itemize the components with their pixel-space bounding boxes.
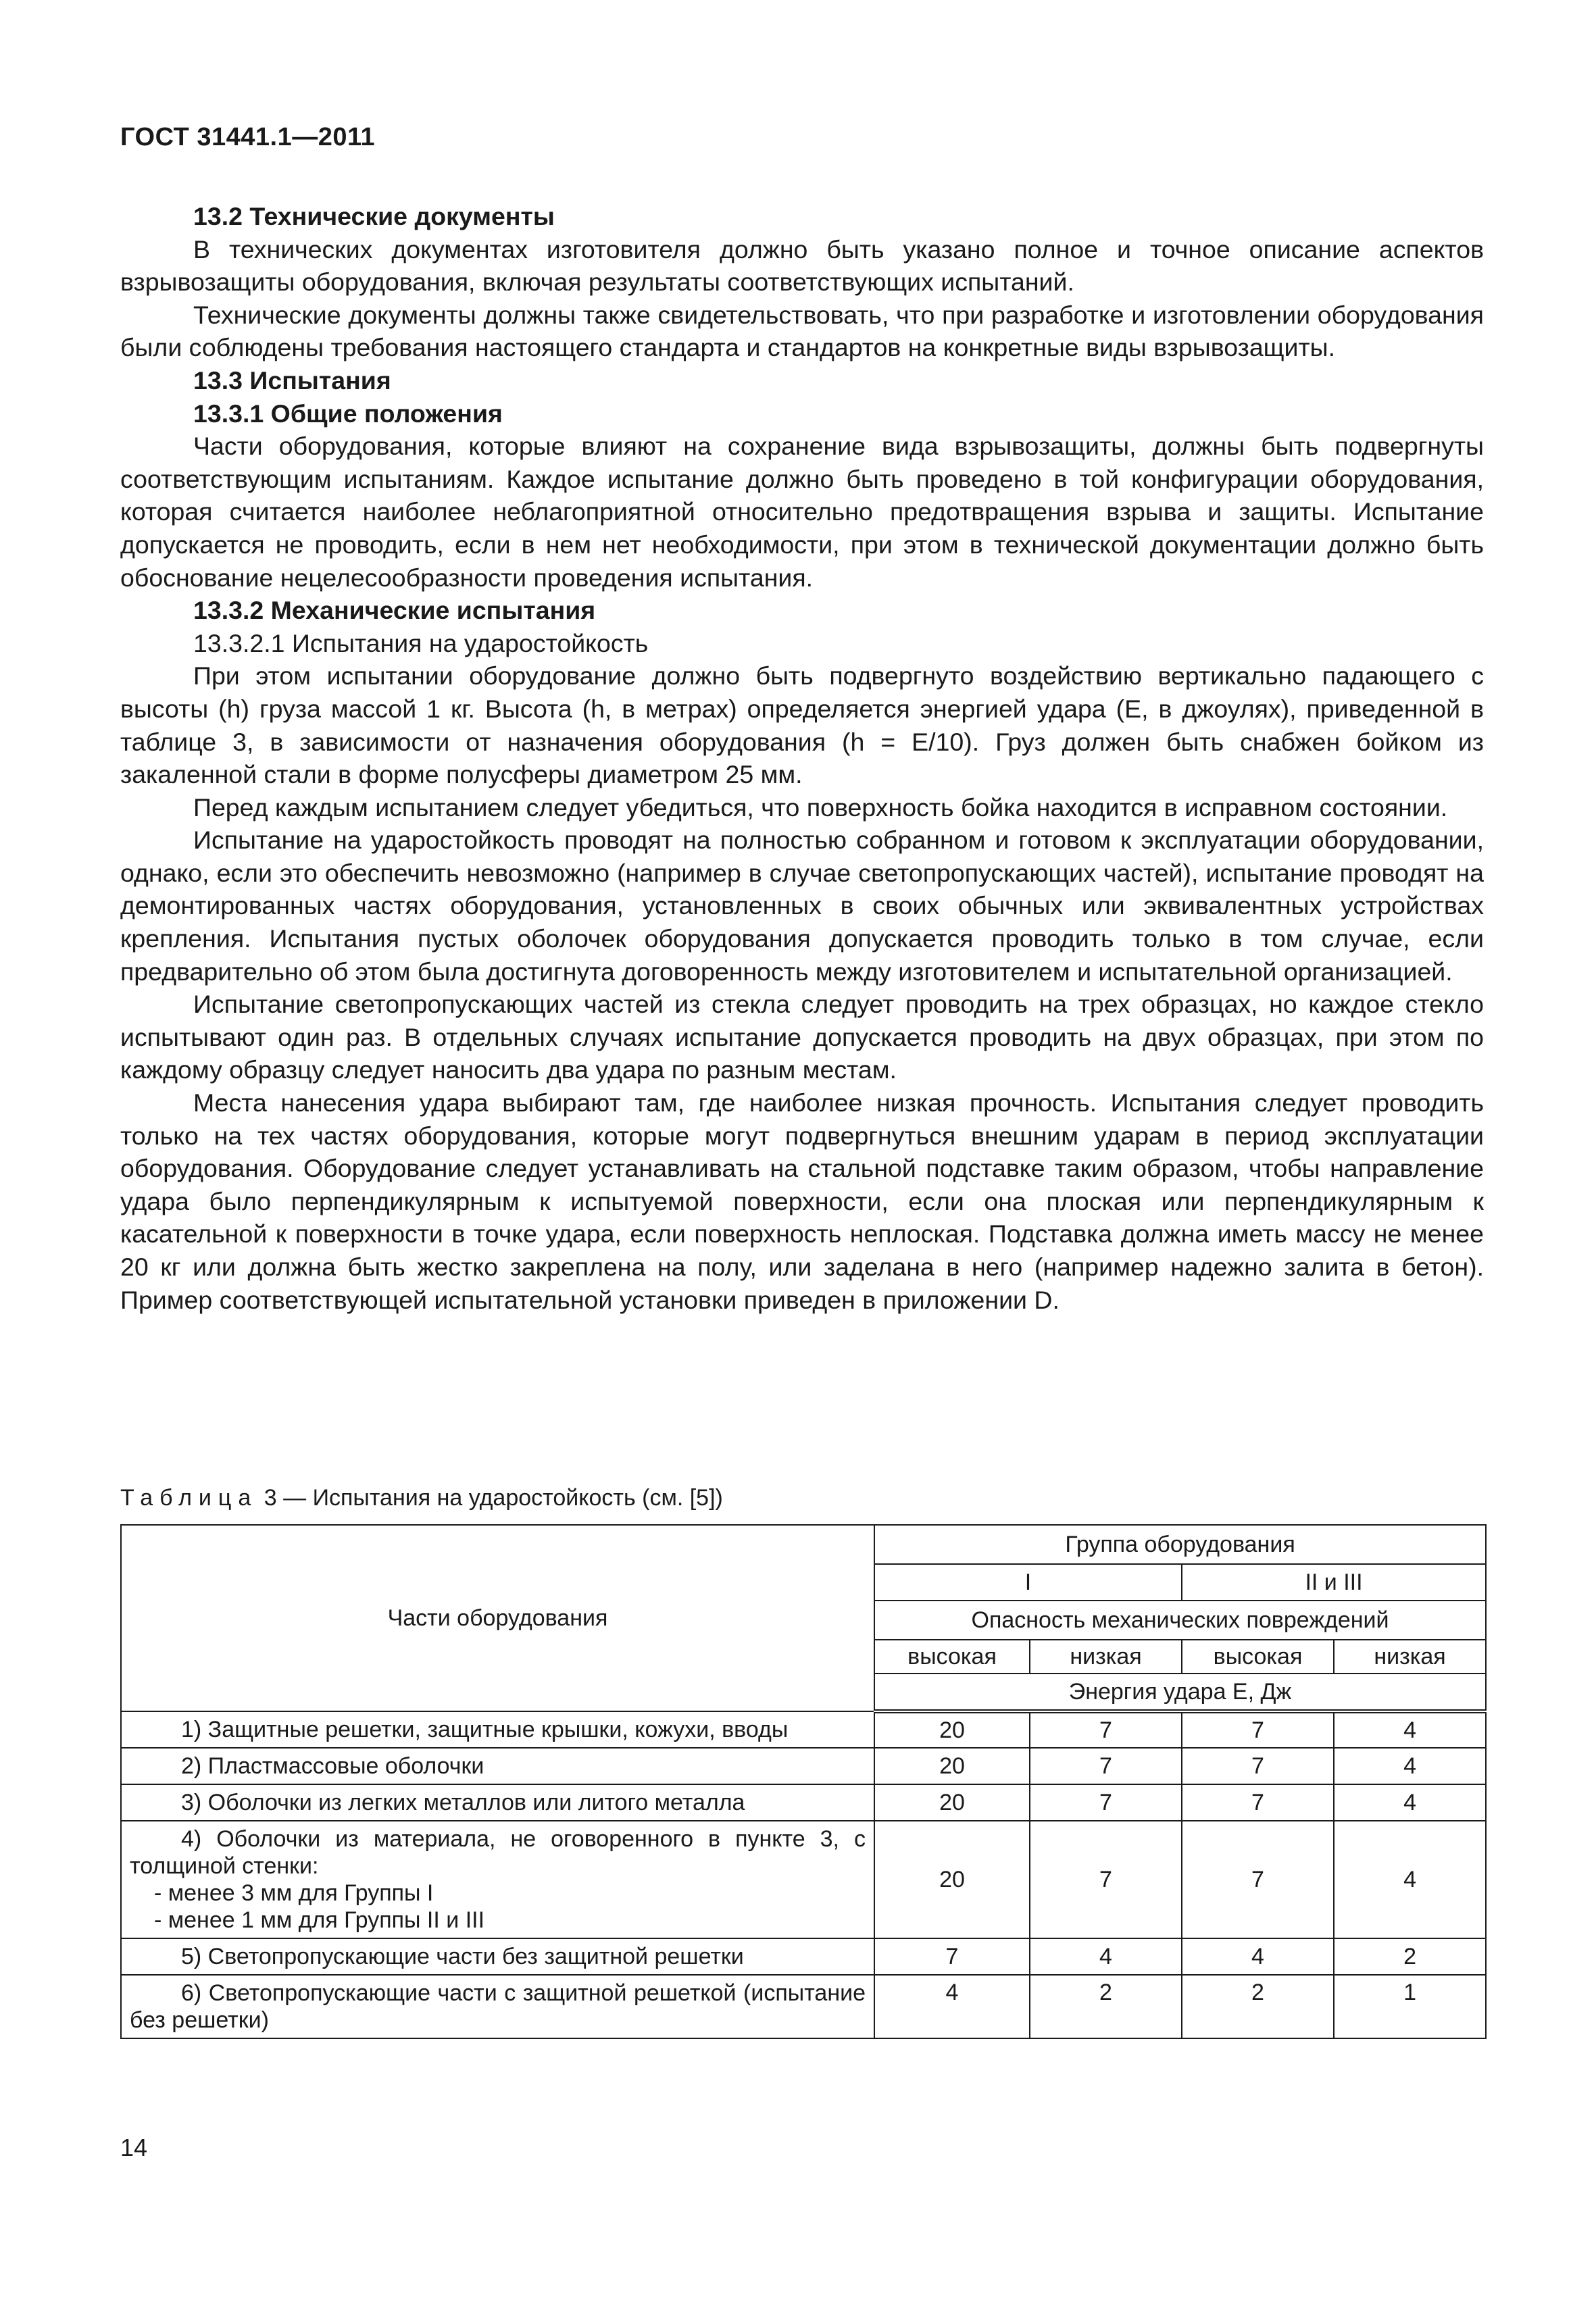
paragraph: Технические документы должны также свидетельствовать, что при разработке и изготовлении оборудования были соблюдены требования настоящего стандарта и стандартов на конкретные виды взрывозащиты.: [120, 300, 1484, 362]
header-high-2: высокая: [1182, 1640, 1334, 1674]
paragraph: Части оборудования, которые влияют на сохранение вида взрывозащиты, должны быть подвергнуты соответствующим испытаниям. Каждое испытание должно быть проведено в той конфигурации оборудования, которая считается наиболее неблагоприятной относительно предотвращения взрыва и защиты. Испытание допускается не проводить, если в нем нет необходимости, при этом в технической документации должно быть обоснование нецелесообразности проведения испытания.: [120, 432, 1484, 592]
table-caption-text: 3 — Испытания на ударостойкость (см. [5]): [264, 1485, 723, 1511]
paragraph: Перед каждым испытанием следует убедиться, что поверхность бойка находится в исправном состоянии.: [193, 793, 1448, 822]
row-value: 4: [1334, 1748, 1486, 1784]
header-high-1: высокая: [874, 1640, 1030, 1674]
document-header: ГОСТ 31441.1—2011: [120, 123, 376, 151]
header-danger: Опасность механических повреждений: [874, 1601, 1486, 1640]
header-group-1: I: [874, 1564, 1182, 1601]
document-body: [120, 200, 1484, 1316]
table-caption: [120, 1485, 723, 1511]
table-row: [121, 1748, 1486, 1784]
row-value: 4: [1030, 1938, 1182, 1975]
section-13-3-title: 13.3 Испытания: [193, 366, 391, 395]
row-name: 1) Защитные решетки, защитные крышки, кожухи, вводы: [121, 1711, 874, 1748]
paragraph: При этом испытании оборудование должно быть подвергнуто воздействию вертикально падающего с высоты (h) груза массой 1 кг. Высота (h, в метрах) определяется энергией удара (E, в джоулях), приведенной в таблице 3, в зависимости от назначения оборудования (h = E/10). Груз должен быть снабжен бойком из закаленной стали в форме полусферы диаметром 25 мм.: [120, 661, 1484, 789]
row-value: 2: [1334, 1938, 1486, 1975]
row-value: 20: [874, 1821, 1030, 1938]
page-number: 14: [120, 2134, 148, 2161]
row-value: 4: [1334, 1711, 1486, 1748]
header-group: Группа оборудования: [874, 1525, 1486, 1564]
row-value: 4: [1334, 1784, 1486, 1821]
row-value: 7: [1182, 1711, 1334, 1748]
row-value: 20: [874, 1784, 1030, 1821]
table-row: [121, 1975, 1486, 2038]
section-13-2-title: 13.2 Технические документы: [193, 202, 555, 230]
section-13-3-2-title: 13.3.2 Механические испытания: [193, 596, 596, 625]
row-value: 7: [1182, 1821, 1334, 1938]
row-value: 7: [1182, 1748, 1334, 1784]
row-name: 6) Светопропускающие части с защитной решеткой (испытание без решетки): [121, 1975, 874, 2038]
row-value: 2: [1182, 1975, 1334, 2038]
row-name: 3) Оболочки из легких металлов или литого металла: [121, 1784, 874, 1821]
header-group-2-3: II и III: [1182, 1564, 1486, 1601]
row-value: 20: [874, 1748, 1030, 1784]
header-parts: Части оборудования: [121, 1525, 874, 1711]
table-row: [121, 1784, 1486, 1821]
row-value: 7: [874, 1938, 1030, 1975]
row-value: 4: [1182, 1938, 1334, 1975]
row-name: 5) Светопропускающие части без защитной решетки: [121, 1938, 874, 1975]
row-name: 2) Пластмассовые оболочки: [121, 1748, 874, 1784]
row-value: 7: [1030, 1711, 1182, 1748]
row-value: 4: [874, 1975, 1030, 2038]
row-name: 4) Оболочки из материала, не оговоренного в пункте 3, с толщиной стенки: - менее 3 мм для Группы I - менее 1 мм для Группы II и III: [121, 1821, 874, 1938]
row-value: 7: [1182, 1784, 1334, 1821]
paragraph: Испытание на ударостойкость проводят на полностью собранном и готовом к эксплуатации оборудовании, однако, если это обеспечить невозможно (например в случае светопропускающих частей), испытание проводят на демонтированных частях оборудования, установленных в своих обычных или эквивалентных устройствах крепления. Испытания пустых оболочек оборудования допускается проводить только в том случае, если предварительно об этом была достигнута договоренность между изготовителем и испытательной организацией.: [120, 826, 1484, 986]
row-value: 4: [1334, 1821, 1486, 1938]
row-value: 7: [1030, 1821, 1182, 1938]
header-low-1: низкая: [1030, 1640, 1182, 1674]
row-value: 20: [874, 1711, 1030, 1748]
header-low-2: низкая: [1334, 1640, 1486, 1674]
header-energy: Энергия удара E, Дж: [874, 1674, 1486, 1711]
table-row: [121, 1821, 1486, 1938]
row-value: 7: [1030, 1748, 1182, 1784]
row-value: 2: [1030, 1975, 1182, 2038]
paragraph: Испытание светопропускающих частей из стекла следует проводить на трех образцах, но каждое стекло испытывают один раз. В отдельных случаях испытание допускается проводить на двух образцах, при этом по каждому образцу следует наносить два удара по разным местам.: [120, 990, 1484, 1084]
section-13-3-1-title: 13.3.1 Общие положения: [193, 399, 503, 428]
paragraph: В технических документах изготовителя должно быть указано полное и точное описание аспектов взрывозащиты оборудования, включая результаты соответствующих испытаний.: [120, 234, 1484, 297]
table-caption-word: Таблица: [120, 1485, 258, 1511]
table-row: [121, 1938, 1486, 1975]
row-value: 1: [1334, 1975, 1486, 2038]
row-value: 7: [1030, 1784, 1182, 1821]
impact-test-table: [120, 1524, 1487, 2039]
section-13-3-2-1-title: 13.3.2.1 Испытания на ударостойкость: [193, 628, 649, 657]
table-row: [121, 1711, 1486, 1748]
paragraph: Места нанесения удара выбирают там, где наиболее низкая прочность. Испытания следует проводить только на тех частях оборудования, которые могут подвергнуться внешним ударам в период эксплуатации оборудования. Оборудование следует устанавливать на стальной подставке таким образом, чтобы направление удара было перпендикулярным к испытуемой поверхности, если она плоская или перпендикулярным к касательной к поверхности в точке удара, если поверхность неплоская. Подставка должна иметь массу не менее 20 кг или должна быть жестко закреплена на полу, или заделана в него (например надежно залита в бетон). Пример соответствующей испытательной установки приведен в приложении D.: [120, 1088, 1484, 1314]
